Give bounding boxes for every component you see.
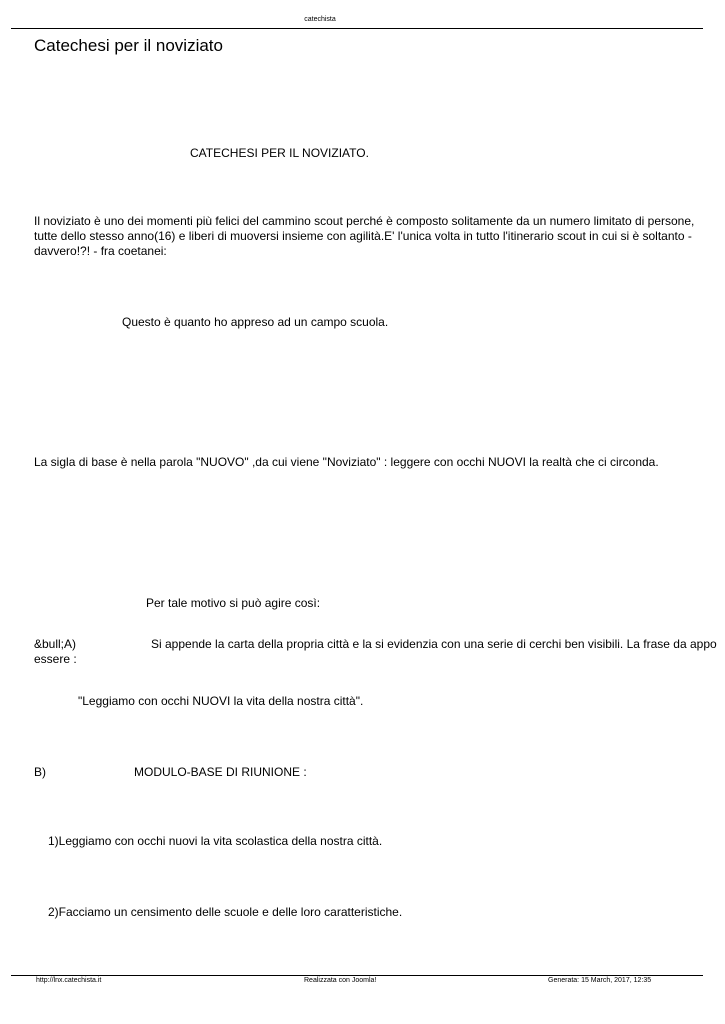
sigla-paragraph: La sigla di base è nella parola "NUOVO" ,da cui viene "Noviziato" : leggere con occhi NUOVI la realtà che ci circonda. (34, 455, 659, 469)
footer-generated: Generata: 15 March, 2017, 12:35 (548, 977, 652, 984)
item-a-text: Si appende la carta della propria città e la si evidenzia con una serie di cerchi ben visibili. La frase da appo (151, 637, 717, 651)
item-b-text: MODULO-BASE DI RIUNIONE : (134, 765, 307, 779)
footer-made-with: Realizzata con Joomla! (304, 977, 377, 984)
item-a-marker: &bull;A) (34, 637, 77, 651)
page-title: Catechesi per il noviziato (34, 36, 223, 55)
step-2-line: 2)Facciamo un censimento delle scuole e delle loro caratteristiche. (48, 905, 403, 919)
footer-divider (11, 975, 703, 976)
quote-line: "Leggiamo con occhi NUOVI la vita della nostra città". (78, 694, 364, 708)
footer-url: http://lnx.catechista.it (36, 977, 102, 984)
campo-scuola-line: Questo è quanto ho appreso ad un campo scuola. (122, 315, 389, 329)
intro-paragraph: Il noviziato è uno dei momenti più felici del cammino scout perché è composto solitamente da un numero limitato di persone, tutte dello stesso anno(16) e liberi di muoversi insieme con agilità.E' l'unica volta in tutto l'itinerario scout in cui si è soltanto - davvero!?! - fra coetanei: (34, 214, 695, 258)
step-1-line: 1)Leggiamo con occhi nuovi la vita scolastica della nostra città. (48, 834, 383, 848)
content-heading: CATECHESI PER IL NOVIZIATO. (190, 146, 369, 160)
header-site-name: catechista (304, 16, 336, 23)
item-a-continuation: essere : (34, 652, 77, 666)
item-b-marker: B) (34, 765, 46, 779)
header-divider (11, 28, 703, 29)
motivo-line: Per tale motivo si può agire così: (146, 596, 321, 610)
